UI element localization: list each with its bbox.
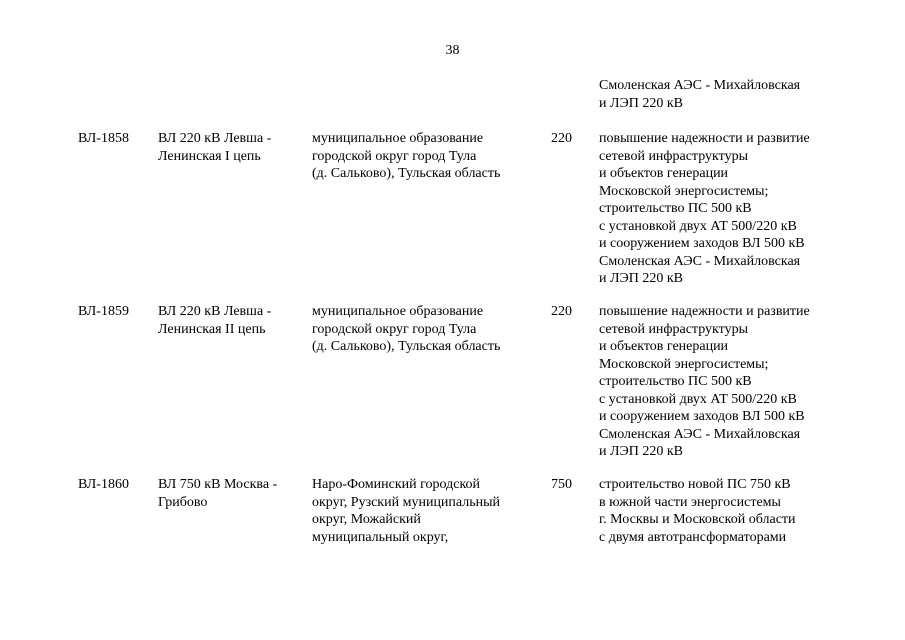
row-purpose-line: и объектов генерации (599, 339, 729, 354)
row-purpose (599, 130, 810, 288)
row-voltage-text: 220 (551, 304, 572, 319)
row-voltage (551, 476, 572, 494)
row-code-text: ВЛ-1860 (78, 477, 129, 492)
row-location (312, 476, 500, 546)
row-location-line: (д. Сальково), Тульская область (312, 166, 501, 181)
row-purpose (599, 303, 810, 461)
row-voltage (551, 303, 572, 321)
row-voltage (551, 130, 572, 148)
row-purpose-line: с установкой двух АТ 500/220 кВ (599, 391, 797, 407)
row-purpose-line: Московской энергосистемы; (599, 356, 769, 372)
row-purpose-line: с двумя автотрансформаторами (599, 529, 787, 545)
row-code (78, 476, 129, 494)
row-name-line: ВЛ 220 кВ Левша - (158, 304, 272, 319)
row-location-line: муниципальное образование (312, 131, 484, 146)
row-purpose-line: и ЛЭП 220 кВ (599, 271, 683, 286)
continuation-line: Смоленская АЭС - Михайловская (599, 78, 801, 93)
row-name (158, 130, 271, 165)
row-purpose-line: сетевой инфраструктуры (599, 321, 748, 337)
row-purpose-line: с установкой двух АТ 500/220 кВ (599, 218, 797, 234)
row-purpose-line: повышение надежности и развитие (599, 304, 810, 319)
row-purpose-line: и ЛЭП 220 кВ (599, 444, 683, 459)
row-purpose-line: Смоленская АЭС - Михайловская (599, 253, 801, 269)
row-name-line: Ленинская II цепь (158, 321, 266, 337)
continuation-purpose (599, 77, 800, 112)
continuation-line: и ЛЭП 220 кВ (599, 95, 683, 111)
row-location-line: округ, Можайский (312, 512, 421, 527)
row-location-line: муниципальное образование (312, 304, 484, 319)
row-name-line: ВЛ 220 кВ Левша - (158, 131, 272, 146)
row-code (78, 130, 129, 148)
row-purpose-line: повышение надежности и развитие (599, 131, 810, 146)
row-purpose-line: Московской энергосистемы; (599, 183, 769, 199)
row-name (158, 303, 271, 338)
row-purpose-line: строительство новой ПС 750 кВ (599, 477, 791, 492)
row-location-line: городской округ город Тула (312, 321, 477, 337)
row-purpose-line: строительство ПС 500 кВ (599, 374, 752, 389)
row-name-line: Грибово (158, 494, 208, 510)
row-location (312, 130, 500, 183)
row-code-text: ВЛ-1859 (78, 304, 129, 319)
row-location-line: округ, Рузский муниципальный (312, 494, 501, 510)
row-code (78, 303, 129, 321)
row-purpose-line: и сооружением заходов ВЛ 500 кВ (599, 409, 805, 424)
row-purpose-line: и объектов генерации (599, 166, 729, 181)
row-purpose-line: и сооружением заходов ВЛ 500 кВ (599, 236, 805, 251)
row-purpose (599, 476, 796, 546)
row-location-line: муниципальный округ, (312, 529, 449, 545)
row-location-line: городской округ город Тула (312, 148, 477, 164)
row-voltage-text: 220 (551, 131, 572, 146)
row-code-text: ВЛ-1858 (78, 131, 129, 146)
row-name-line: ВЛ 750 кВ Москва - (158, 477, 278, 492)
row-purpose-line: в южной части энергосистемы (599, 494, 781, 510)
row-purpose-line: сетевой инфраструктуры (599, 148, 748, 164)
row-name-line: Ленинская I цепь (158, 148, 261, 164)
row-purpose-line: строительство ПС 500 кВ (599, 201, 752, 216)
row-voltage-text: 750 (551, 477, 572, 492)
row-location-line: (д. Сальково), Тульская область (312, 339, 501, 354)
row-location-line: Наро-Фоминский городской (312, 477, 481, 492)
row-location (312, 303, 500, 356)
page-number: 38 (445, 43, 460, 58)
row-purpose-line: г. Москвы и Московской области (599, 512, 796, 527)
row-purpose-line: Смоленская АЭС - Михайловская (599, 426, 801, 442)
row-name (158, 476, 277, 511)
